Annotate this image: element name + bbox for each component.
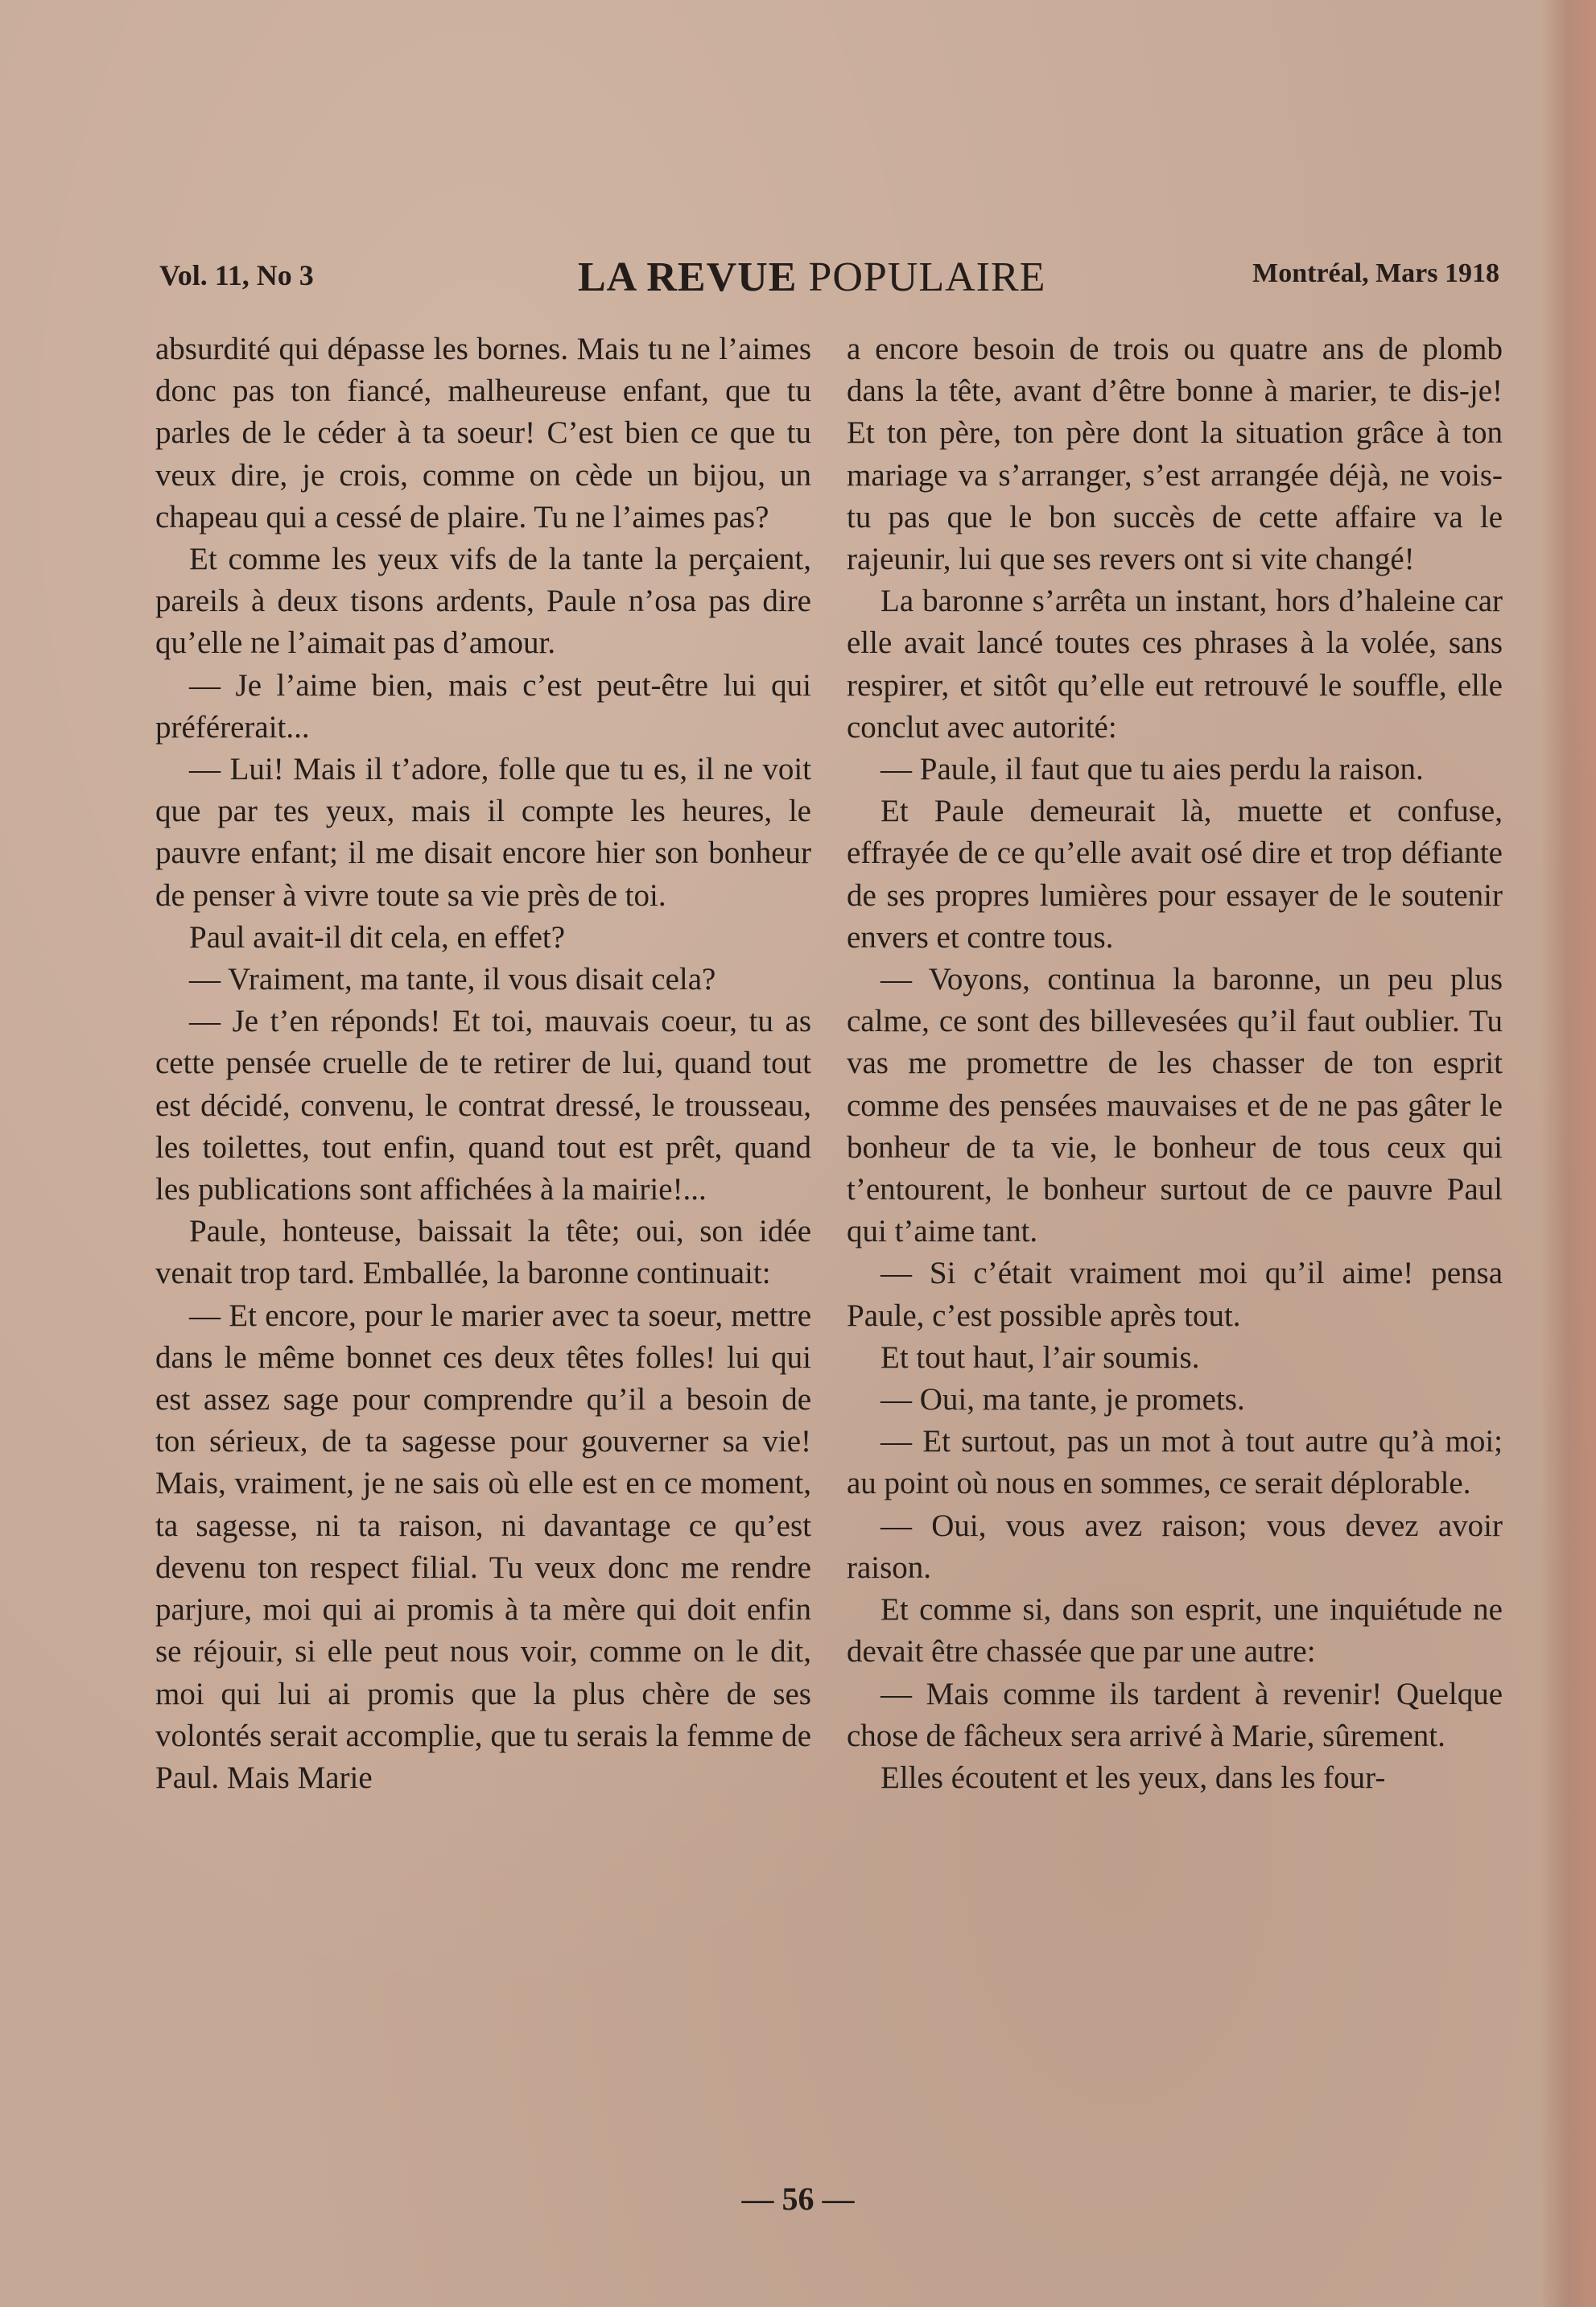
right-column [847, 328, 1503, 1799]
paragraph: — Si c’était vraiment moi qu’il aime! pensa Paule, c’est possible après tout. [847, 1256, 1503, 1333]
paragraph: absurdité qui dépasse les bornes. Mais tu ne l’aimes donc pas ton fiancé, malheureuse enfant, que tu parles de le céder à ta soeur! C’est bien ce que tu veux dire, je crois, comme on cède un bijou, un chapeau qui a cessé de plaire. Tu ne l’aimes pas? [155, 332, 811, 534]
paragraph: Elles écoutent et les yeux, dans les four- [880, 1760, 1386, 1795]
paragraph: — Voyons, continua la baronne, un peu plus calme, ce sont des billevesées qu’il faut oublier. Tu vas me promettre de les chasser de ton esprit comme des pensées mauvaises et de ne pas gâter le bonheur de ta vie, le bonheur de tous ceux qui t’entourent, le bonheur surtout de ce pauvre Paul qui t’aime tant. [847, 962, 1503, 1249]
paragraph: — Mais comme ils tardent à revenir! Quelque chose de fâcheux sera arrivé à Marie, sûrement. [847, 1676, 1503, 1753]
paragraph: a encore besoin de trois ou quatre ans de plomb dans la tête, avant d’être bonne à marier, te dis-je! Et ton père, ton père dont la situation grâce à ton mariage va s’arranger, s’est arrangée déjà, ne vois-tu pas que le bon succès de cette affaire va le rajeunir, lui que ses revers ont si vite changé! [847, 332, 1503, 577]
volume-number: Vol. 11, No 3 [159, 259, 314, 291]
journal-title [578, 254, 1045, 301]
paragraph: — Vraiment, ma tante, il vous disait cela? [189, 962, 716, 997]
paragraph: Paule, honteuse, baissait la tête; oui, son idée venait trop tard. Emballée, la baronne continuait: [155, 1214, 811, 1291]
page-number: — 56 — [741, 2181, 855, 2217]
paragraph: Et comme les yeux vifs de la tante la perçaient, pareils à deux tisons ardents, Paule n’osa pas dire qu’elle ne l’aimait pas d’amour. [155, 542, 811, 661]
paragraph: — Et encore, pour le marier avec ta soeur, mettre dans le même bonnet ces deux têtes folles! lui qui est assez sage pour comprendre qu’il a besoin de ton sérieux, de ta sagesse pour gouverner sa vie! Mais, vraiment, je ne sais où elle est en ce moment, ta sagesse, ni ta raison, ni davantage ce qu’est devenu ton respect filial. Tu veux donc me rendre parjure, moi qui ai promis à ta mère qui doit enfin se réjouir, si elle peut nous voir, comme on le dit, moi qui lui ai promis que la plus chère de ses volontés serait accomplie, que tu serais la femme de Paul. Mais Marie [155, 1298, 811, 1795]
journal-title-part2: POPULAIRE [808, 254, 1046, 300]
paragraph: Et comme si, dans son esprit, une inquiétude ne devait être chassée que par une autre: [847, 1592, 1503, 1669]
paragraph: — Lui! Mais il t’adore, folle que tu es, il ne voit que par tes yeux, mais il compte les heures, le pauvre enfant; il me disait encore hier son bonheur de penser à vivre toute sa vie près de toi. [155, 752, 811, 913]
left-column [155, 328, 811, 1799]
page-header [159, 254, 1499, 302]
paragraph: — Et surtout, pas un mot à tout autre qu’à moi; au point où nous en sommes, ce serait déplorable. [847, 1424, 1503, 1501]
paragraph: Paul avait-il dit cela, en effet? [189, 919, 566, 955]
paragraph: — Je t’en réponds! Et toi, mauvais coeur, tu as cette pensée cruelle de te retirer de lui, quand tout est décidé, convenu, le contrat dressé, le trousseau, les toilettes, tout enfin, quand tout est prêt, quand les publications sont affichées à la mairie!... [155, 1004, 811, 1207]
paragraph: Et tout haut, l’air soumis. [880, 1339, 1200, 1375]
paragraph: La baronne s’arrêta un instant, hors d’haleine car elle avait lancé toutes ces phrases à la volée, sans respirer, et sitôt qu’elle eut retrouvé le souffle, elle conclut avec autorité: [847, 584, 1503, 745]
paragraph: — Oui, ma tante, je promets. [880, 1382, 1245, 1418]
paragraph: — Paule, il faut que tu aies perdu la raison. [880, 752, 1424, 787]
journal-title-part1: LA REVUE [578, 254, 798, 300]
paragraph: — Oui, vous avez raison; vous devez avoir raison. [847, 1508, 1503, 1585]
paragraph: Et Paule demeurait là, muette et confuse, effrayée de ce qu’elle avait osé dire et trop défiante de ses propres lumières pour essayer de le soutenir envers et contre tous. [847, 794, 1503, 955]
page-edge [1540, 0, 1596, 2307]
paragraph: — Je l’aime bien, mais c’est peut-être lui qui préférerait... [155, 667, 811, 745]
issue-date: Montréal, Mars 1918 [1252, 258, 1499, 288]
